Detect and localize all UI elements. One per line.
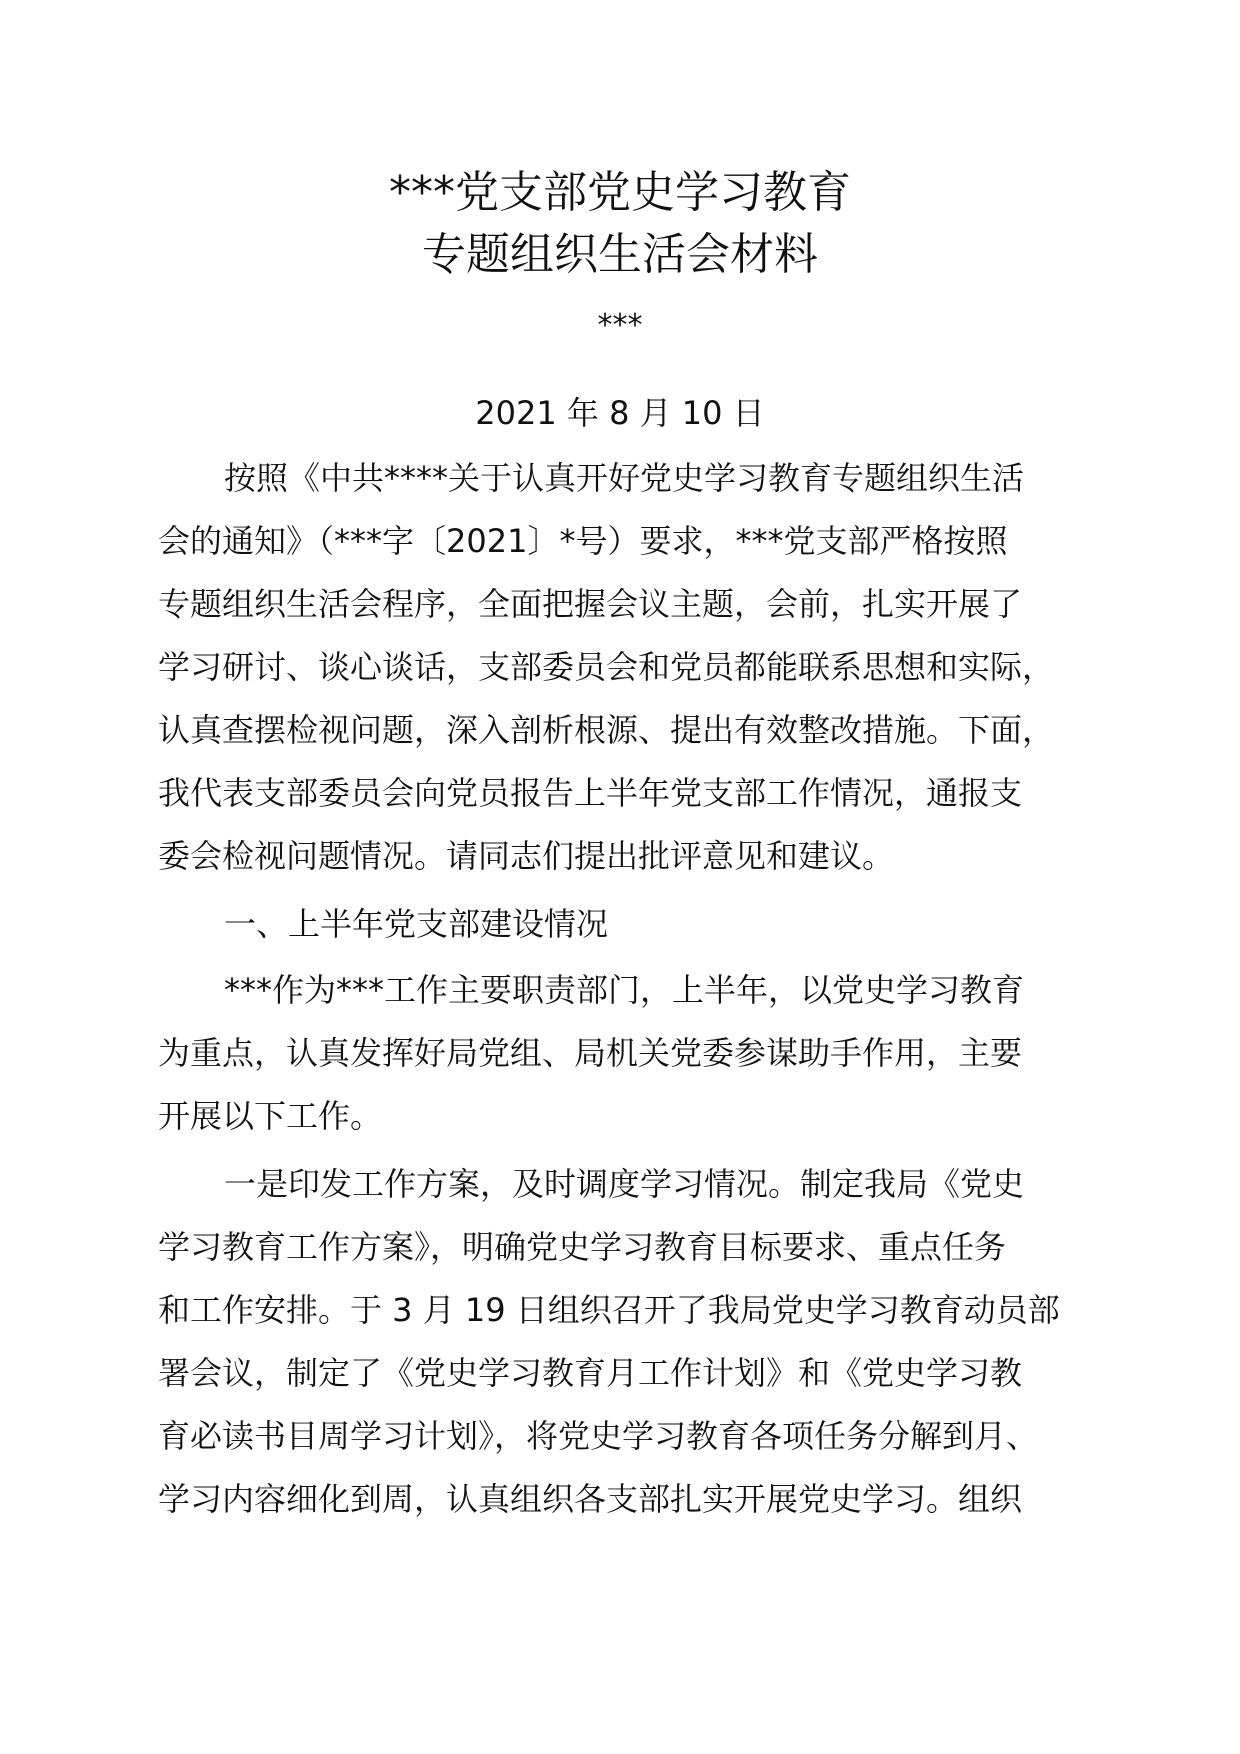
document-author: ***	[597, 308, 643, 343]
paragraph-line: 一是印发工作方案，及时调度学习情况。制定我局《党史	[224, 1165, 1025, 1203]
paragraph-line: 学习研讨、谈心谈话，支部委员会和党员都能联系思想和实际，	[158, 648, 1055, 686]
paragraph-line: 专题组织生活会程序，全面把握会议主题，会前，扎实开展了	[158, 585, 1023, 623]
document-date: 2021 年 8 月 10 日	[475, 394, 765, 432]
paragraph-line: ***作为***工作主要职责部门，上半年，以党史学习教育	[224, 971, 1025, 1009]
paragraph-line: 会的通知》（***字〔2021〕*号）要求，***党支部严格按照	[158, 522, 1008, 560]
paragraph-line: 和工作安排。于 3 月 19 日组织召开了我局党史学习教育动员部	[158, 1291, 1060, 1329]
paragraph-line: 学习内容细化到周，认真组织各支部扎实开展党史学习。组织	[158, 1480, 1023, 1518]
paragraph-line: 开展以下工作。	[158, 1097, 383, 1135]
document-title-line-1: ***党支部党史学习教育	[389, 167, 851, 218]
paragraph-line: 学习教育工作方案》，明确党史学习教育目标要求、重点任务	[158, 1228, 1007, 1266]
paragraph-line: 为重点，认真发挥好局党组、局机关党委参谋助手作用，主要	[158, 1034, 1023, 1072]
paragraph-line: 认真查摆检视问题，深入剖析根源、提出有效整改措施。下面，	[158, 711, 1055, 749]
section-heading: 一、上半年党支部建设情况	[224, 905, 609, 943]
paragraph-line: 育必读书目周学习计划》，将党史学习教育各项任务分解到月、	[158, 1417, 1039, 1455]
paragraph-line: 按照《中共****关于认真开好党史学习教育专题组织生活	[224, 459, 1025, 497]
document-title-line-2: 专题组织生活会材料	[422, 229, 818, 280]
paragraph-line: 委会检视问题情况。请同志们提出批评意见和建议。	[158, 837, 895, 875]
paragraph-line: 我代表支部委员会向党员报告上半年党支部工作情况，通报支	[158, 774, 1023, 812]
paragraph-line: 署会议，制定了《党史学习教育月工作计划》和《党史学习教	[158, 1354, 1023, 1392]
